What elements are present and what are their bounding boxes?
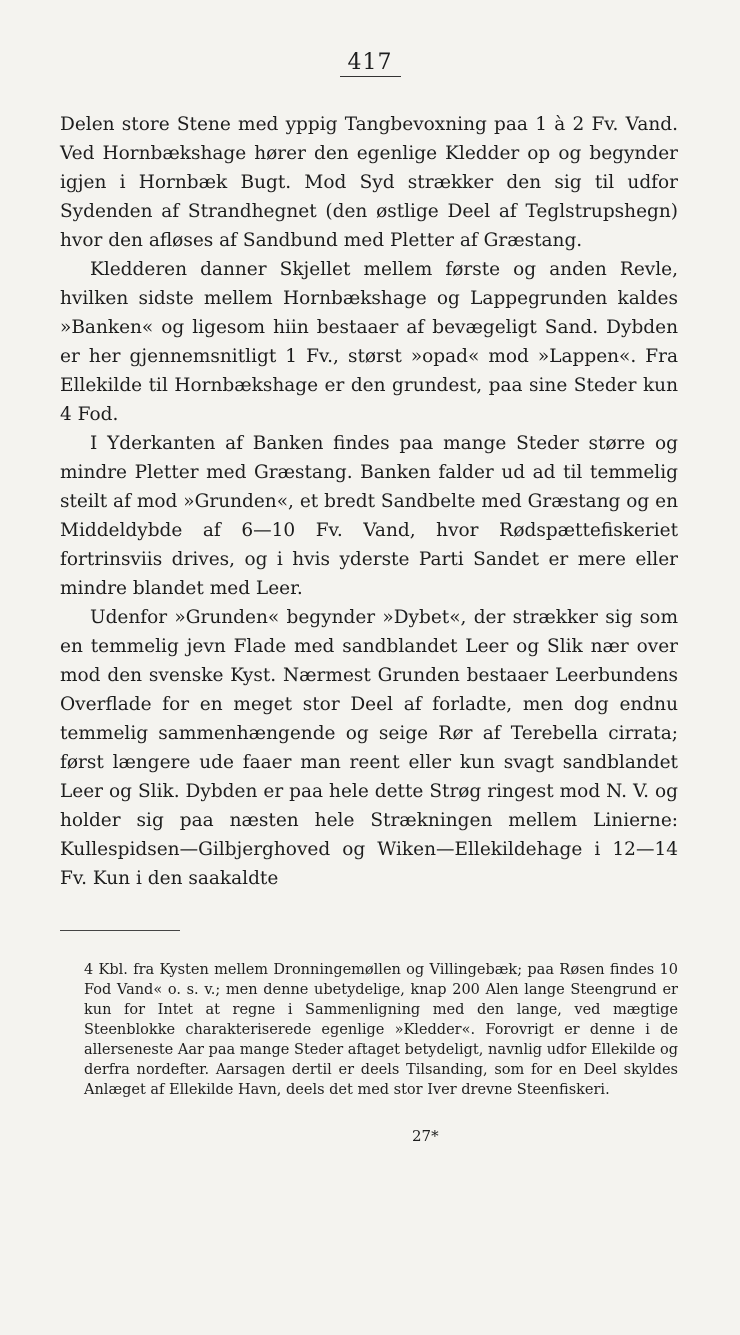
footnote	[84, 960, 678, 1100]
page-number-text: 417	[340, 50, 401, 77]
footnote-text: 4 Kbl. fra Kysten mellem Dronningemøllen og Villingebæk; paa Røsen findes 10 Fod Vand« o. s. v.; men denne ubetydelige, knap 200 Alen lange Steengrund er kun for Intet at regne i Sammenligning med den lange, ved mægtige Steenblokke charakteriserede egenlige »Kledder«. Forovrigt er denne i de allerseneste Aar paa mange Steder aftaget betydeligt, navnlig udfor Ellekilde og derfra nordefter. Aarsagen dertil er deels Tilsanding, som for en Deel skyldes Anlæget af Ellekilde Havn, deels det med stor Iver drevne Steenfiskeri.	[84, 962, 678, 1098]
paragraph: Delen store Stene med yppig Tangbevoxning paa 1 à 2 Fv. Vand. Ved Hornbækshage hører den egenlige Kledder op og begynder igjen i Hornbæk Bugt. Mod Syd strækker den sig til udfor Sydenden af Strandhegnet (den østlige Deel af Teglstrupshegn) hvor den afløses af Sandbund med Pletter af Græstang.	[60, 114, 678, 251]
paragraph: I Yderkanten af Banken findes paa mange Steder større og mindre Pletter med Græstang. Banken falder ud ad til temmelig steilt af mod »Grunden«, et bredt Sandbelte med Græstang og en Middeldybde af 6—10 Fv. Vand, hvor Rødspættefiskeriet fortrinsviis drives, og i hvis yderste Parti Sandet er mere eller mindre blandet med Leer.	[60, 433, 678, 599]
paragraph: Kledderen danner Skjellet mellem første og anden Revle, hvilken sidste mellem Hornbækshage og Lappegrunden kaldes »Banken« og ligesom hiin bestaaer af bevægeligt Sand. Dybden er her gjennemsnitligt 1 Fv., størst »opad« mod »Lappen«. Fra Ellekilde til Hornbækshage er den grundest, paa sine Steder kun 4 Fod.	[60, 259, 678, 425]
footnote-divider	[60, 930, 180, 931]
paragraph: Udenfor »Grunden« begynder »Dybet«, der strækker sig som en temmelig jevn Flade med sandblandet Leer og Slik nær over mod den svenske Kyst. Nærmest Grunden bestaaer Leerbundens Overflade for en meget stor Deel af forladte, men dog endnu temmelig sammenhængende og seige Rør af Terebella cirrata; først længere ude faaer man reent eller kun svagt sandblandet Leer og Slik. Dybden er paa hele dette Strøg ringest mod N. V. og holder sig paa næsten hele Strækningen mellem Linierne: Kullespidsen—Gilbjerghoved og Wiken—Ellekildehage i 12—14 Fv. Kun i den saakaldte	[60, 607, 678, 889]
signature-mark: 27*	[412, 1127, 439, 1145]
page-number	[0, 50, 740, 75]
main-text	[60, 110, 678, 893]
